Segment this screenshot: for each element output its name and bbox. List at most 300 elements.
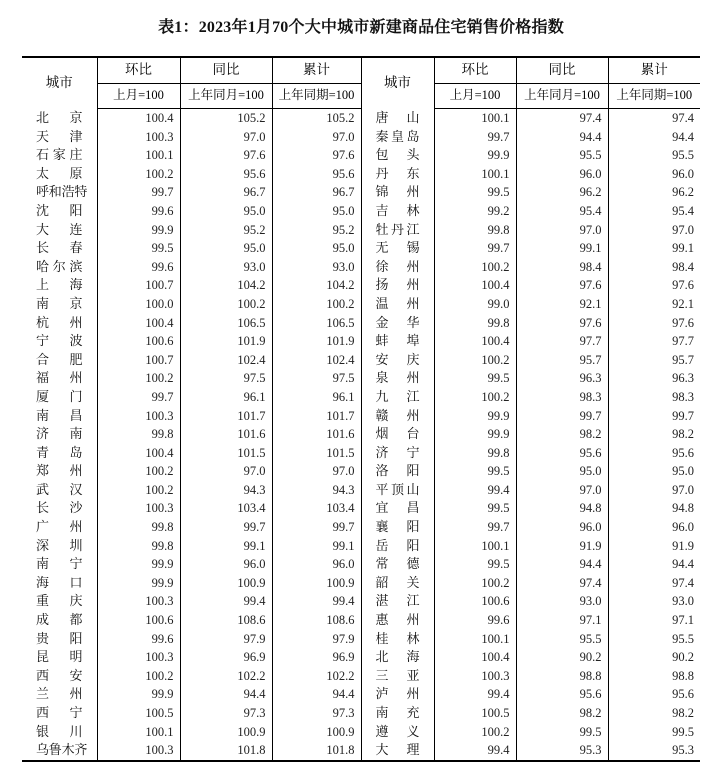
value-yoy-right: 99.7 (516, 407, 608, 426)
value-cumulative-left: 95.0 (272, 202, 361, 221)
value-yoy-right: 97.7 (516, 332, 608, 351)
value-mom-left: 99.5 (97, 239, 180, 258)
city-name-left: 上 海 (22, 276, 97, 295)
table-row (22, 574, 700, 593)
value-mom-left: 100.0 (97, 295, 180, 314)
subheader-mom-left: 上月=100 (97, 84, 180, 109)
value-cumulative-left: 96.0 (272, 555, 361, 574)
value-cumulative-left: 100.9 (272, 723, 361, 742)
value-yoy-left: 100.2 (180, 295, 272, 314)
value-cumulative-left: 96.7 (272, 183, 361, 202)
value-cumulative-right: 95.6 (608, 685, 700, 704)
value-mom-right: 99.4 (434, 481, 516, 500)
city-name-left: 武 汉 (22, 481, 97, 500)
value-mom-right: 99.7 (434, 518, 516, 537)
value-mom-left: 100.1 (97, 146, 180, 165)
value-mom-right: 99.7 (434, 239, 516, 258)
value-cumulative-left: 95.2 (272, 221, 361, 240)
value-mom-right: 100.4 (434, 276, 516, 295)
value-cumulative-right: 97.4 (608, 574, 700, 593)
value-mom-left: 99.6 (97, 202, 180, 221)
value-cumulative-right: 91.9 (608, 537, 700, 556)
value-cumulative-right: 93.0 (608, 592, 700, 611)
value-yoy-right: 97.6 (516, 276, 608, 295)
city-name-left: 兰 州 (22, 685, 97, 704)
value-cumulative-left: 104.2 (272, 276, 361, 295)
value-mom-right: 100.4 (434, 332, 516, 351)
table-row (22, 555, 700, 574)
table-row (22, 537, 700, 556)
table-row (22, 648, 700, 667)
value-mom-left: 99.8 (97, 518, 180, 537)
table-row (22, 425, 700, 444)
subheader-yoy-right: 上年同月=100 (516, 84, 608, 109)
value-mom-left: 99.9 (97, 221, 180, 240)
city-name-right: 惠 州 (361, 611, 434, 630)
city-name-right: 秦皇岛 (361, 128, 434, 147)
value-yoy-right: 92.1 (516, 295, 608, 314)
value-yoy-right: 95.0 (516, 462, 608, 481)
value-yoy-right: 93.0 (516, 592, 608, 611)
table-row (22, 388, 700, 407)
table-row (22, 723, 700, 742)
city-name-right: 唐 山 (361, 109, 434, 128)
value-cumulative-right: 92.1 (608, 295, 700, 314)
city-name-left: 银 川 (22, 723, 97, 742)
table-row (22, 369, 700, 388)
city-name-left: 长 沙 (22, 499, 97, 518)
column-header-city-right: 城市 (361, 57, 434, 109)
city-name-right: 烟 台 (361, 425, 434, 444)
value-mom-left: 100.4 (97, 109, 180, 128)
value-yoy-left: 101.6 (180, 425, 272, 444)
value-mom-left: 100.3 (97, 499, 180, 518)
value-yoy-right: 95.5 (516, 630, 608, 649)
value-cumulative-left: 97.0 (272, 462, 361, 481)
value-yoy-right: 95.3 (516, 741, 608, 761)
city-name-right: 泸 州 (361, 685, 434, 704)
table-row (22, 685, 700, 704)
table-row (22, 351, 700, 370)
city-name-left: 青 岛 (22, 444, 97, 463)
city-name-left: 哈尔滨 (22, 258, 97, 277)
table-row (22, 462, 700, 481)
value-cumulative-right: 95.4 (608, 202, 700, 221)
value-cumulative-right: 90.2 (608, 648, 700, 667)
value-cumulative-right: 99.5 (608, 723, 700, 742)
value-yoy-right: 96.3 (516, 369, 608, 388)
value-mom-right: 100.1 (434, 630, 516, 649)
value-mom-right: 100.2 (434, 388, 516, 407)
value-yoy-right: 98.2 (516, 704, 608, 723)
value-yoy-right: 95.6 (516, 444, 608, 463)
city-name-left: 乌鲁木齐 (22, 741, 97, 761)
city-name-right: 大 理 (361, 741, 434, 761)
city-name-left: 西 安 (22, 667, 97, 686)
value-cumulative-left: 97.6 (272, 146, 361, 165)
table-row (22, 221, 700, 240)
value-yoy-left: 94.4 (180, 685, 272, 704)
value-yoy-left: 101.8 (180, 741, 272, 761)
value-cumulative-left: 99.4 (272, 592, 361, 611)
value-yoy-left: 99.1 (180, 537, 272, 556)
value-mom-left: 99.7 (97, 388, 180, 407)
value-yoy-left: 100.9 (180, 574, 272, 593)
value-yoy-left: 95.2 (180, 221, 272, 240)
city-name-left: 天 津 (22, 128, 97, 147)
value-cumulative-right: 98.2 (608, 704, 700, 723)
value-yoy-left: 95.6 (180, 165, 272, 184)
city-name-right: 徐 州 (361, 258, 434, 277)
city-name-left: 贵 阳 (22, 630, 97, 649)
price-index-table-container (22, 56, 700, 762)
value-cumulative-right: 97.0 (608, 481, 700, 500)
value-yoy-left: 105.2 (180, 109, 272, 128)
subheader-cumulative-left: 上年同期=100 (272, 84, 361, 109)
value-yoy-right: 94.4 (516, 555, 608, 574)
city-name-right: 南 充 (361, 704, 434, 723)
city-name-right: 襄 阳 (361, 518, 434, 537)
value-cumulative-right: 94.4 (608, 128, 700, 147)
value-cumulative-left: 97.3 (272, 704, 361, 723)
value-mom-right: 99.5 (434, 499, 516, 518)
value-cumulative-left: 101.8 (272, 741, 361, 761)
value-cumulative-right: 95.6 (608, 444, 700, 463)
table-row (22, 741, 700, 761)
value-yoy-right: 99.1 (516, 239, 608, 258)
city-name-left: 厦 门 (22, 388, 97, 407)
value-mom-right: 99.4 (434, 741, 516, 761)
value-mom-right: 99.5 (434, 555, 516, 574)
city-name-left: 宁 波 (22, 332, 97, 351)
value-mom-right: 99.5 (434, 369, 516, 388)
table-row (22, 109, 700, 128)
table-row (22, 592, 700, 611)
value-mom-right: 99.7 (434, 128, 516, 147)
value-yoy-right: 96.2 (516, 183, 608, 202)
value-cumulative-left: 102.4 (272, 351, 361, 370)
value-yoy-right: 97.6 (516, 314, 608, 333)
value-cumulative-right: 98.8 (608, 667, 700, 686)
value-cumulative-right: 96.0 (608, 165, 700, 184)
value-yoy-right: 97.4 (516, 574, 608, 593)
value-cumulative-right: 99.7 (608, 407, 700, 426)
value-yoy-right: 97.1 (516, 611, 608, 630)
value-yoy-left: 97.0 (180, 128, 272, 147)
value-yoy-left: 97.5 (180, 369, 272, 388)
value-yoy-left: 97.0 (180, 462, 272, 481)
value-cumulative-left: 101.5 (272, 444, 361, 463)
value-cumulative-left: 96.9 (272, 648, 361, 667)
value-cumulative-left: 96.1 (272, 388, 361, 407)
value-cumulative-right: 97.1 (608, 611, 700, 630)
table-row (22, 332, 700, 351)
city-name-right: 蚌 埠 (361, 332, 434, 351)
table-row (22, 128, 700, 147)
column-header-mom-left: 环比 (97, 57, 180, 84)
column-header-yoy-right: 同比 (516, 57, 608, 84)
city-name-right: 常 德 (361, 555, 434, 574)
value-yoy-right: 99.5 (516, 723, 608, 742)
value-cumulative-right: 99.1 (608, 239, 700, 258)
city-name-left: 沈 阳 (22, 202, 97, 221)
value-mom-left: 100.3 (97, 407, 180, 426)
value-mom-right: 99.2 (434, 202, 516, 221)
value-mom-left: 99.6 (97, 630, 180, 649)
city-name-right: 锦 州 (361, 183, 434, 202)
city-name-right: 包 头 (361, 146, 434, 165)
city-name-right: 赣 州 (361, 407, 434, 426)
table-row (22, 258, 700, 277)
table-row (22, 444, 700, 463)
value-cumulative-left: 95.6 (272, 165, 361, 184)
value-yoy-right: 95.7 (516, 351, 608, 370)
value-yoy-left: 100.9 (180, 723, 272, 742)
value-mom-left: 99.9 (97, 685, 180, 704)
value-cumulative-left: 100.9 (272, 574, 361, 593)
value-yoy-right: 91.9 (516, 537, 608, 556)
value-cumulative-right: 97.6 (608, 276, 700, 295)
value-cumulative-left: 97.9 (272, 630, 361, 649)
value-yoy-left: 96.0 (180, 555, 272, 574)
value-mom-left: 100.2 (97, 667, 180, 686)
subheader-yoy-left: 上年同月=100 (180, 84, 272, 109)
value-cumulative-left: 99.7 (272, 518, 361, 537)
value-cumulative-left: 101.9 (272, 332, 361, 351)
value-yoy-right: 90.2 (516, 648, 608, 667)
table-row (22, 499, 700, 518)
city-name-right: 泉 州 (361, 369, 434, 388)
value-mom-right: 99.8 (434, 221, 516, 240)
subheader-mom-right: 上月=100 (434, 84, 516, 109)
value-cumulative-left: 106.5 (272, 314, 361, 333)
value-yoy-left: 93.0 (180, 258, 272, 277)
value-yoy-right: 95.6 (516, 685, 608, 704)
value-yoy-left: 101.9 (180, 332, 272, 351)
city-name-left: 昆 明 (22, 648, 97, 667)
value-yoy-right: 97.0 (516, 481, 608, 500)
value-cumulative-right: 95.3 (608, 741, 700, 761)
value-mom-right: 100.1 (434, 165, 516, 184)
value-cumulative-right: 98.2 (608, 425, 700, 444)
value-mom-right: 99.4 (434, 685, 516, 704)
value-mom-left: 99.9 (97, 574, 180, 593)
value-mom-left: 100.4 (97, 314, 180, 333)
city-name-right: 无 锡 (361, 239, 434, 258)
column-header-yoy-left: 同比 (180, 57, 272, 84)
value-cumulative-right: 95.0 (608, 462, 700, 481)
price-index-table (22, 56, 700, 762)
value-cumulative-right: 95.5 (608, 146, 700, 165)
value-cumulative-left: 108.6 (272, 611, 361, 630)
value-yoy-left: 96.1 (180, 388, 272, 407)
value-mom-right: 99.9 (434, 407, 516, 426)
value-cumulative-right: 98.4 (608, 258, 700, 277)
value-mom-left: 100.3 (97, 128, 180, 147)
city-name-right: 桂 林 (361, 630, 434, 649)
table-body (22, 109, 700, 761)
value-cumulative-right: 95.7 (608, 351, 700, 370)
city-name-right: 安 庆 (361, 351, 434, 370)
value-cumulative-right: 96.2 (608, 183, 700, 202)
city-name-right: 金 华 (361, 314, 434, 333)
city-name-left: 郑 州 (22, 462, 97, 481)
city-name-right: 温 州 (361, 295, 434, 314)
value-yoy-left: 97.9 (180, 630, 272, 649)
city-name-right: 岳 阳 (361, 537, 434, 556)
value-mom-left: 99.7 (97, 183, 180, 202)
city-name-right: 吉 林 (361, 202, 434, 221)
value-mom-left: 99.8 (97, 425, 180, 444)
value-mom-right: 100.3 (434, 667, 516, 686)
table-row (22, 667, 700, 686)
value-yoy-right: 94.8 (516, 499, 608, 518)
value-mom-left: 100.7 (97, 351, 180, 370)
value-mom-left: 99.6 (97, 258, 180, 277)
value-mom-right: 99.8 (434, 314, 516, 333)
table-row (22, 239, 700, 258)
value-cumulative-left: 93.0 (272, 258, 361, 277)
value-mom-left: 100.3 (97, 648, 180, 667)
value-mom-right: 99.5 (434, 183, 516, 202)
value-cumulative-left: 102.2 (272, 667, 361, 686)
value-mom-left: 100.6 (97, 332, 180, 351)
column-header-cumulative-left: 累计 (272, 57, 361, 84)
table-row (22, 202, 700, 221)
city-name-right: 平顶山 (361, 481, 434, 500)
value-yoy-left: 102.2 (180, 667, 272, 686)
value-mom-right: 99.6 (434, 611, 516, 630)
value-mom-left: 100.3 (97, 592, 180, 611)
value-cumulative-right: 94.8 (608, 499, 700, 518)
city-name-right: 湛 江 (361, 592, 434, 611)
city-name-left: 深 圳 (22, 537, 97, 556)
city-name-right: 济 宁 (361, 444, 434, 463)
city-name-left: 呼和浩特 (22, 183, 97, 202)
value-cumulative-right: 96.3 (608, 369, 700, 388)
table-row (22, 407, 700, 426)
value-yoy-left: 96.7 (180, 183, 272, 202)
city-name-right: 韶 关 (361, 574, 434, 593)
value-mom-right: 99.5 (434, 462, 516, 481)
value-mom-right: 100.6 (434, 592, 516, 611)
value-cumulative-left: 94.3 (272, 481, 361, 500)
city-name-left: 大 连 (22, 221, 97, 240)
value-mom-left: 100.2 (97, 462, 180, 481)
city-name-right: 遵 义 (361, 723, 434, 742)
city-name-left: 杭 州 (22, 314, 97, 333)
city-name-right: 九 江 (361, 388, 434, 407)
value-yoy-right: 95.4 (516, 202, 608, 221)
value-cumulative-left: 99.1 (272, 537, 361, 556)
table-row (22, 518, 700, 537)
value-mom-left: 100.2 (97, 165, 180, 184)
value-yoy-left: 99.7 (180, 518, 272, 537)
value-mom-left: 100.4 (97, 444, 180, 463)
table-row (22, 314, 700, 333)
city-name-right: 扬 州 (361, 276, 434, 295)
city-name-right: 宜 昌 (361, 499, 434, 518)
value-mom-right: 100.2 (434, 351, 516, 370)
table-row (22, 704, 700, 723)
page-title: 表1：2023年1月70个大中城市新建商品住宅销售价格指数 (158, 19, 564, 36)
city-name-left: 济 南 (22, 425, 97, 444)
city-name-right: 丹 东 (361, 165, 434, 184)
value-yoy-left: 94.3 (180, 481, 272, 500)
city-name-left: 西 宁 (22, 704, 97, 723)
table-row (22, 295, 700, 314)
value-yoy-left: 97.6 (180, 146, 272, 165)
value-cumulative-right: 95.5 (608, 630, 700, 649)
value-yoy-right: 98.8 (516, 667, 608, 686)
value-mom-right: 100.4 (434, 648, 516, 667)
value-yoy-right: 98.2 (516, 425, 608, 444)
value-yoy-left: 97.3 (180, 704, 272, 723)
city-name-left: 太 原 (22, 165, 97, 184)
table-row (22, 481, 700, 500)
value-yoy-left: 102.4 (180, 351, 272, 370)
value-yoy-right: 97.4 (516, 109, 608, 128)
value-mom-left: 100.3 (97, 741, 180, 761)
value-cumulative-right: 97.0 (608, 221, 700, 240)
table-row (22, 146, 700, 165)
value-cumulative-right: 98.3 (608, 388, 700, 407)
value-yoy-right: 96.0 (516, 518, 608, 537)
value-cumulative-right: 96.0 (608, 518, 700, 537)
value-mom-right: 100.1 (434, 109, 516, 128)
value-cumulative-left: 100.2 (272, 295, 361, 314)
value-mom-left: 100.1 (97, 723, 180, 742)
value-cumulative-left: 95.0 (272, 239, 361, 258)
value-mom-right: 99.0 (434, 295, 516, 314)
city-name-right: 洛 阳 (361, 462, 434, 481)
table-row (22, 165, 700, 184)
value-yoy-left: 108.6 (180, 611, 272, 630)
value-cumulative-left: 94.4 (272, 685, 361, 704)
value-cumulative-right: 97.4 (608, 109, 700, 128)
value-yoy-left: 95.0 (180, 202, 272, 221)
city-name-right: 北 海 (361, 648, 434, 667)
value-cumulative-left: 105.2 (272, 109, 361, 128)
city-name-left: 长 春 (22, 239, 97, 258)
subheader-cumulative-right: 上年同期=100 (608, 84, 700, 109)
value-yoy-right: 94.4 (516, 128, 608, 147)
value-yoy-right: 97.0 (516, 221, 608, 240)
value-mom-left: 100.2 (97, 369, 180, 388)
city-name-left: 北 京 (22, 109, 97, 128)
city-name-left: 石家庄 (22, 146, 97, 165)
table-row (22, 611, 700, 630)
value-yoy-right: 96.0 (516, 165, 608, 184)
value-mom-left: 100.7 (97, 276, 180, 295)
value-mom-right: 99.9 (434, 146, 516, 165)
column-header-city-left: 城市 (22, 57, 97, 109)
city-name-left: 福 州 (22, 369, 97, 388)
city-name-left: 成 都 (22, 611, 97, 630)
value-cumulative-right: 94.4 (608, 555, 700, 574)
value-mom-left: 100.5 (97, 704, 180, 723)
city-name-left: 南 京 (22, 295, 97, 314)
table-row (22, 630, 700, 649)
value-mom-right: 99.8 (434, 444, 516, 463)
value-cumulative-left: 101.6 (272, 425, 361, 444)
value-mom-left: 100.6 (97, 611, 180, 630)
value-yoy-right: 98.3 (516, 388, 608, 407)
value-mom-right: 99.9 (434, 425, 516, 444)
value-yoy-left: 106.5 (180, 314, 272, 333)
city-name-right: 三 亚 (361, 667, 434, 686)
city-name-left: 广 州 (22, 518, 97, 537)
